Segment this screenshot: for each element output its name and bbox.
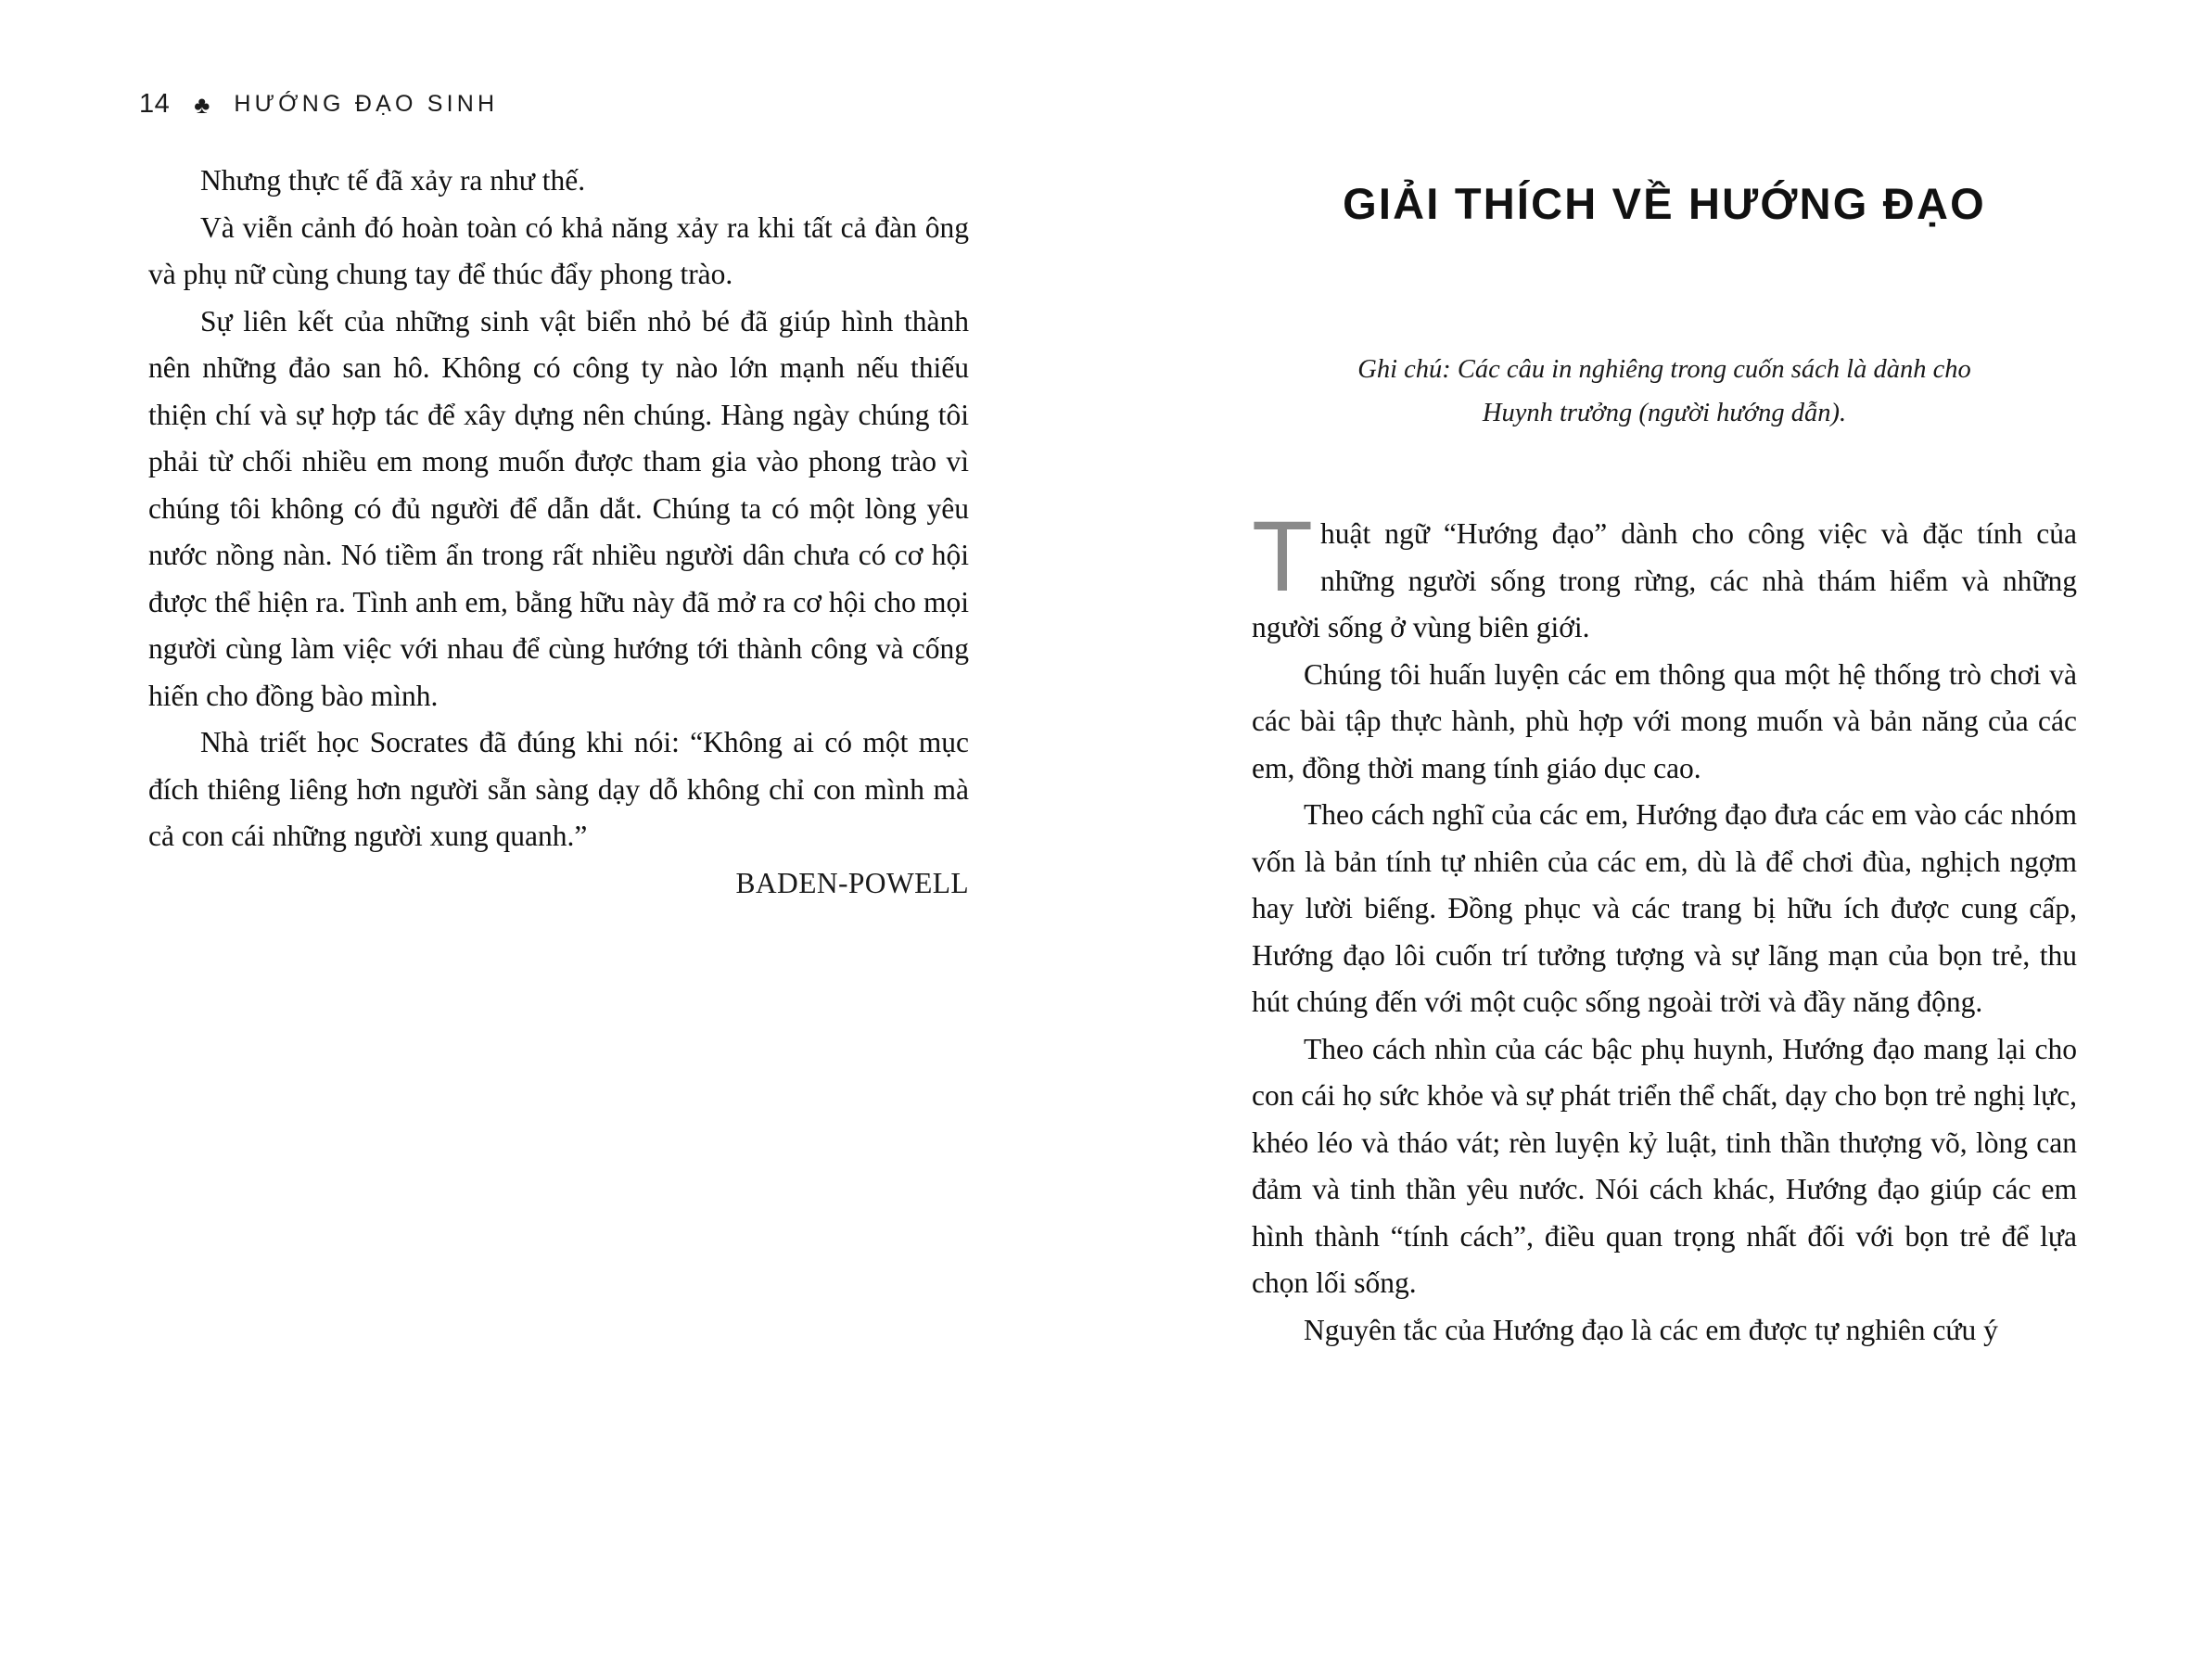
drop-cap: T (1252, 500, 1313, 612)
paragraph: Nguyên tắc của Hướng đạo là các em được tự nghiên cứu ý (1304, 1313, 1998, 1346)
running-head-title: HƯỚNG ĐẠO SINH (234, 91, 499, 117)
club-ornament-icon: ♣ (194, 90, 210, 119)
left-text-column (148, 158, 969, 907)
paragraph: huật ngữ “Hướng đạo” dành cho công việc và đặc tính của những người sống trong rừng, các nhà thám hiểm và những người sống ở vùng biên giới. (1252, 517, 2077, 643)
page-number: 14 (139, 89, 171, 119)
paragraph: Và viễn cảnh đó hoàn toàn có khả năng xảy ra khi tất cả đàn ông và phụ nữ cùng chung tay để thúc đẩy phong trào. (148, 210, 969, 290)
editorial-note-line-1: Ghi chú: Các câu in nghiêng trong cuốn sách là dành cho (1357, 355, 1971, 384)
paragraph: Theo cách nghĩ của các em, Hướng đạo đưa các em vào các nhóm vốn là bản tính tự nhiên của các em, dù là để chơi đùa, nghịch ngợm hay lười biếng. Đồng phục và các trang bị hữu ích được cung cấp, Hướng đạo lôi cuốn trí tưởng tượng và sự lãng mạn của bọn trẻ, thu hút chúng đến với một cuộc sống ngoài trời và đầy năng động. (1252, 798, 2077, 1018)
right-text-column (1252, 158, 2077, 1354)
chapter-title: GIẢI THÍCH VỀ HƯỚNG ĐẠO (1343, 179, 1986, 228)
dropcap-paragraph-block (1252, 500, 2077, 652)
author-signature: BADEN-POWELL (735, 866, 969, 899)
editorial-note-line-2: Huynh trưởng (người hướng dẫn). (1482, 399, 1847, 427)
paragraph: Nhà triết học Socrates đã đúng khi nói: “Không ai có một mục đích thiêng liêng hơn người sẵn sàng dạy dỗ không chỉ con mình mà cả con cái những người xung quanh.” (148, 726, 969, 852)
paragraph: Chúng tôi huấn luyện các em thông qua một hệ thống trò chơi và các bài tập thực hành, phù hợp với mong muốn và bản năng của các em, đồng thời mang tính giáo dục cao. (1252, 657, 2077, 784)
paragraph: Nhưng thực tế đã xảy ra như thế. (200, 164, 586, 197)
running-head (139, 89, 498, 120)
paragraph: Theo cách nhìn của các bậc phụ huynh, Hướng đạo mang lại cho con cái họ sức khỏe và sự phát triển thể chất, dạy cho bọn trẻ nghị lực, khéo léo và tháo vát; rèn luyện kỷ luật, tinh thần thượng võ, lòng can đảm và tinh thần yêu nước. Nói cách khác, Hướng đạo giúp các em hình thành “tính cách”, điều quan trọng nhất đối với bọn trẻ để lựa chọn lối sống. (1252, 1032, 2077, 1299)
paragraph: Sự liên kết của những sinh vật biển nhỏ bé đã giúp hình thành nên những đảo san hô. Không có công ty nào lớn mạnh nếu thiếu thiện chí và sự hợp tác để xây dựng nên chúng. Hàng ngày chúng tôi phải từ chối nhiều em mong muốn được tham gia vào phong trào vì chúng tôi không có đủ người để dẫn dắt. Chúng ta có một lòng yêu nước nồng nàn. Nó tiềm ẩn trong rất nhiều người dân chưa có cơ hội được thể hiện ra. Tình anh em, bằng hữu này đã mở ra cơ hội cho mọi người cùng làm việc với nhau để cùng hướng tới thành công và cống hiến cho đồng bào mình. (148, 304, 969, 712)
